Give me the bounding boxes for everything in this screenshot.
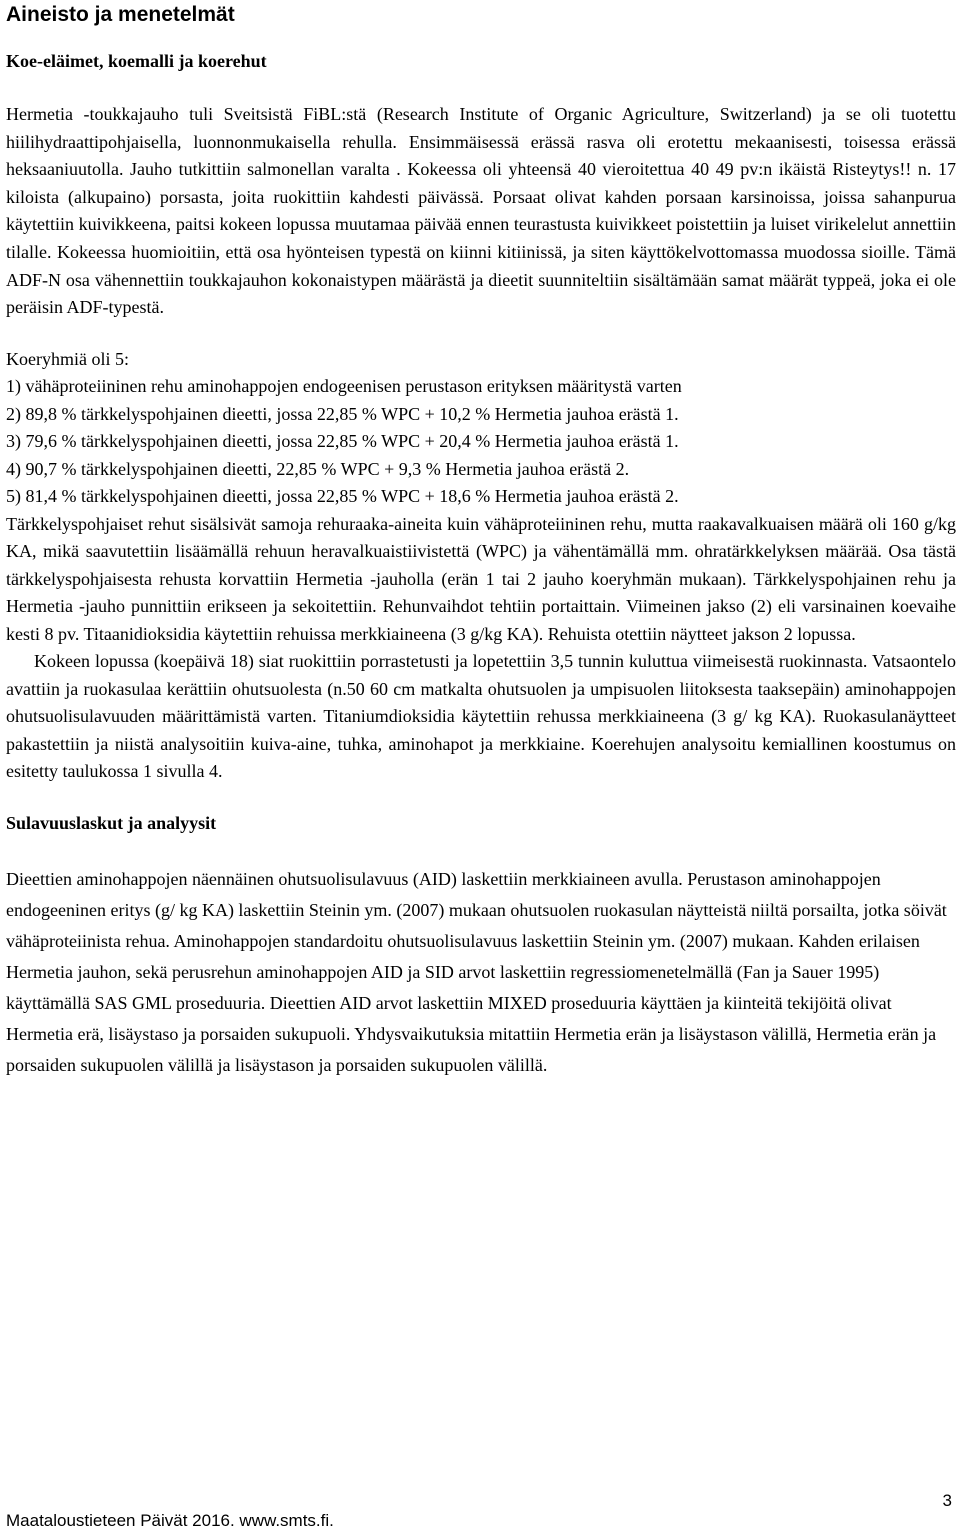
- trial-group-item: 3) 79,6 % tärkkelyspohjainen dieetti, jossa 22,85 % WPC + 20,4 % Hermetia jauhoa erästä 1.: [6, 431, 679, 452]
- section-heading-koe-elaimet: Koe-eläimet, koemalli ja koerehut: [6, 51, 267, 71]
- document-page: [6, 0, 956, 1081]
- trial-group-item: 2) 89,8 % tärkkelyspohjainen dieetti, jossa 22,85 % WPC + 10,2 % Hermetia jauhoa erästä 1.: [6, 403, 679, 424]
- section-heading-sulavuuslaskut: Sulavuuslaskut ja analyysit: [6, 812, 217, 833]
- trial-group-item: 4) 90,7 % tärkkelyspohjainen dieetti, 22,85 % WPC + 9,3 % Hermetia jauhoa erästä 2.: [6, 458, 630, 479]
- trial-group-item: 5) 81,4 % tärkkelyspohjainen dieetti, jossa 22,85 % WPC + 18,6 % Hermetia jauhoa erästä 2.: [6, 486, 679, 507]
- feeds-paragraph: Tärkkelyspohjaiset rehut sisälsivät samoja rehuraaka-aineita kuin vähäproteiininen rehu, mutta raakavalkuaisen määrä oli 160 g/kg KA, mikä saavutettiin lisäämällä rehuun heravalkuaistiivistettä (WPC) ja vähentämällä mm. ohratärkkelyksen määrää. Osa tästä tärkkelyspohjaisesta rehusta korvattiin Hermetia -jauholla (erän 1 tai 2 jauho koeryhmän mukaan). Tärkkelyspohjainen rehu ja Hermetia -jauho punnittiin erikseen ja sekoitettiin. Rehunvaihdot tehtiin portaittain. Viimeinen jakso (2) eli varsinainen koevaihe kesti 8 pv. Titaanidioksidia käytettiin rehuissa merkkiaineena (3 g/kg KA). Rehuista otettiin näytteet jakson 2 lopussa.: [6, 513, 956, 644]
- footer-text: Maataloustieteen Päivät 2016. www.smts.fi.: [6, 1511, 334, 1530]
- page-number: 3: [942, 1491, 952, 1510]
- digestibility-paragraph: Dieettien aminohappojen näennäinen ohutsuolisulavuus (AID) laskettiin merkkiaineen avulla. Perustason aminohappojen endogeeninen eritys (g/ kg KA) laskettiin Steinin ym. (2007) mukaan ohutsuolen ruokasulan näytteistä niiltä porsailta, jotka söivät vähäproteiinista rehua. Aminohappojen standardoitu ohutsuolisulavuus laskettiin Steinin ym. (2007) mukaan. Kahden erilaisen Hermetia jauhon, sekä perusrehun aminohappojen AID ja SID arvot laskettiin regressiomenetelmällä (Fan ja Sauer 1995) käyttämällä SAS GML proseduuria. Dieettien AID arvot laskettiin MIXED proseduuria käyttäen ja kiinteitä tekijöitä olivat Hermetia erä, lisäystaso ja porsaiden sukupuoli. Yhdysvaikutuksia mitattiin Hermetia erän ja lisäystason välillä, Hermetia erän ja porsaiden sukupuolen välillä ja lisäystason ja porsaiden sukupuolen välillä.: [6, 868, 947, 1075]
- end-of-trial-paragraph: Kokeen lopussa (koepäivä 18) siat ruokittiin porrastetusti ja lopetettiin 3,5 tunnin kuluttua viimeisestä ruokinnasta. Vatsaontelo avattiin ja ruokasulaa kerättiin ohutsuolesta (n.50 60 cm matkalta ohutsuolen ja umpisuolen liitoksesta taaksepäin) aminohappojen ohutsuolisulavuuden määrittämistä varten. Titaniumdioksidia käytettiin rehussa merkkiaineena (3 g/ kg KA). Ruokasulanäytteet pakastettiin ja niistä analysoitiin kuiva-aine, tuhka, aminohapot ja merkkiaine. Koerehujen analysoitu kemiallinen koostumus on esitetty taulukossa 1 sivulla 4.: [6, 651, 956, 782]
- trial-groups-title: Koeryhmiä oli 5:: [6, 348, 129, 369]
- trial-groups-list: [6, 346, 956, 511]
- intro-paragraph: Hermetia -toukkajauho tuli Sveitsistä FiBL:stä (Research Institute of Organic Agriculture, Switzerland) ja se oli tuotettu hiilihydraattipohjaisella, luonnonmukaisella rehulla. Ensimmäisessä erässä rasva oli erotettu mekaanisesti, toisessa erässä heksaaniuutolla. Jauho tutkittiin salmonellan varalta . Kokeessa oli yhteensä 40 vieroitettua 40 49 pv:n ikäistä Risteytys!! n. 17 kiloista (alkupaino) porsasta, joita ruokittiin kahdesti päivässä. Porsaat olivat kahden porsaan karsinoissa, joissa sahanpurua käytettiin kuivikkeena, paitsi kokeen lopussa muutamaa päivää ennen teurastusta kuivikkeet poistettiin ja luiset virikelelut annettiin tilalle. Kokeessa huomioitiin, että osa hyönteisen typestä on kiinni kitiinissä, ja siten käyttökelvottomassa muodossa sioille. Tämä ADF-N osa vähennettiin toukkajauhon kokonaistypen määrästä ja dieetit suunniteltiin sisältämään samat määrät typpeä, joka ei ole peräisin ADF-typestä.: [6, 104, 956, 318]
- page-title: Aineisto ja menetelmät: [6, 3, 235, 26]
- trial-group-item: 1) vähäproteiininen rehu aminohappojen endogeenisen perustason erityksen määritystä varten: [6, 376, 682, 397]
